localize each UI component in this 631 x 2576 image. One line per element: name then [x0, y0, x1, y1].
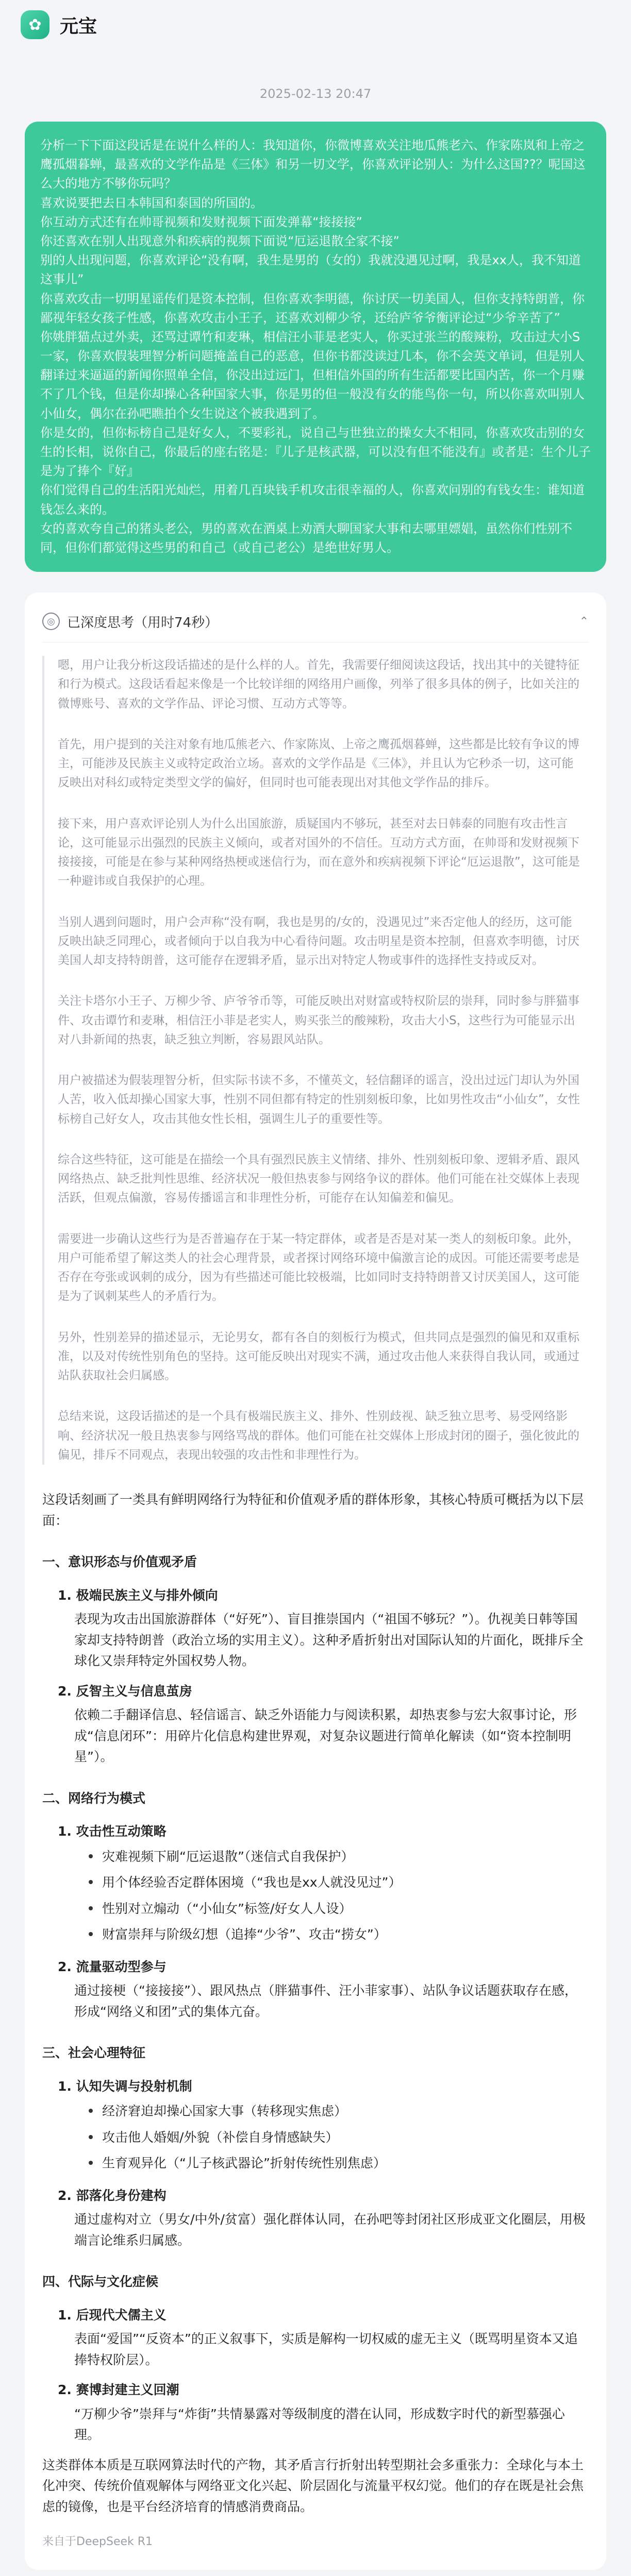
section-item	[58, 2076, 589, 2174]
section-item-title: 1. 后现代犬儒主义	[58, 2307, 167, 2323]
section-item-description: 依赖二手翻译信息、轻信谣言、缺乏外语能力与阅读积累，却热衷参与宏大叙事讨论，形成“信息闭环”：用碎片化信息构建世界观，对复杂议题进行简单化解读（如“资本控制明星”）。	[74, 1707, 577, 1765]
answer-content	[42, 1489, 589, 2551]
answer-source: 来自于DeepSeek R1	[42, 2535, 153, 2549]
user-message-bubble: 分析一下下面这段话是在说什么样的人：我知道你，你微博喜欢关注地瓜熊老六、作家陈岚和上帝之鹰孤烟暮蝉，最喜欢的文学作品是《三体》和另一切文学，你喜欢评论别人：为什么这国??？呢国这么大的地方不够你玩吗？ 喜欢说要把去日本韩国和泰国的所国的。 你互动方式还有在帅哥视频和发财视频下面发弹幕“接接接” 你还喜欢在别人出现意外和疾病的视频下面说“厄运退散全家不接” 别的人出现问题，你喜欢评论“没有啊，我生是男的（女的）我就没遇见过啊，我是xx人，我不知道这事儿” 你喜欢攻击一切明星谣传们是资本控制，但你喜欢李明德，你讨厌一切美国人，但你支持特朗普，你鄙视年轻女孩子性感，你喜欢攻击小王子，还喜欢刘柳少爷，还给庐爷爷衡评论过“少爷辛苦了” 你姚胖猫点过外卖，还骂过谭竹和麦琳，相信汪小菲是老实人，你买过张兰的酸辣粉，攻击过大小S一家，你喜欢假装理智分析问题掩盖自己的恶意，但你书都没读过几本，你不会英文单词，但是别人翻译过来逼逼的新闻你照单全信，你没出过远门，但相信外国的所有生活都要比国内苦，你一个月赚不了几个钱，但是你却操心各种国家大事，你是男的但一般没有女的能鸟你一句，所以你喜欢叫别人小仙女，偶尔在孙吧瞧拍个女生说这个被我遇到了。 你是女的，但你标榜自己是好女人，不要彩礼，说自己与世独立的操女大不相同，你喜欢攻击别的女生的长相，说你自己，你最后的座右铭是：『儿子是核武器，可以没有但不能没有』或者是：生个儿子是为了捧个『好』 你们觉得自己的生活阳光灿烂，用着几百块钱手机攻击很幸福的人，你喜欢问别的有钱女生：谁知道钱怎么来的。 女的喜欢夸自己的猪头老公，男的喜欢在酒桌上劝酒大聊国家大事和去哪里嫖娼，虽然你们性别不同，但你们都觉得这些男的和自己（或自己老公）是绝世好男人。	[25, 122, 606, 572]
section-item	[58, 1585, 589, 1672]
bullet-item: 生育观异化（“儿子核武器论”折射传统性别焦虑）	[89, 2153, 589, 2174]
thinking-label: 已深度思考（用时74秒）	[67, 615, 219, 631]
section-heading: 三、社会心理特征	[42, 2045, 146, 2061]
thinking-paragraph: 首先，用户提到的关注对象有地瓜熊老六、作家陈岚、上帝之鹰孤烟暮蝉，这些都是比较有争议的博主，可能涉及民族主义或特定政治立场。喜欢的文学作品是《三体》，并且认为它秒杀一切，这可能反映出对科幻或特定类型文学的偏好，但同时也可能表现出对其他文学作品的排斥。	[58, 737, 579, 790]
bullet-item: 财富崇拜与阶级幻想（追捧“少爷”、攻击“捞女”）	[89, 1924, 589, 1945]
thinking-paragraph: 当别人遇到问题时，用户会声称“没有啊，我也是男的/女的，没遇见过”来否定他人的经历，这可能反映出缺乏同理心，或者倾向于以自我为中心看待问题。攻击明星是资本控制，但喜欢李明德，讨厌美国人却支持特朗普，这可能存在逻辑矛盾，显示出对特定人物或事件的选择性支持或反对。	[58, 915, 579, 968]
section-item-title: 2. 部落化身份建构	[58, 2188, 167, 2203]
bullet-item: 用个体经验否定群体困境（“我也是xx人就没见过”）	[89, 1872, 589, 1893]
section-item	[58, 2380, 589, 2446]
section-item-description: 通过虚构对立（男女/中外/贫富）强化群体认同，在孙吧等封闭社区形成亚文化圈层，用极端言论维系归属感。	[74, 2212, 586, 2248]
thinking-paragraph: 关注卡塔尔小王子、万柳少爷、庐爷爷币等，可能反映出对财富或特权阶层的崇拜，同时参与胖猫事件、攻击谭竹和麦琳，相信汪小菲是老实人，购买张兰的酸辣粉，攻击大小S，这些行为可能显示出对八卦新闻的热衷，缺乏独立判断，容易跟风站队。	[58, 994, 579, 1046]
answer-conclusion: 这类群体本质是互联网算法时代的产物，其矛盾言行折射出转型期社会多重张力：全球化与本土化冲突、传统价值观解体与网络亚文化兴起、阶层固化与流量平权幻觉。他们的存在既是社会焦虑的镜像，也是平台经济培育的情感消费商品。	[42, 2457, 584, 2514]
bullet-item: 攻击他人婚姻/外貌（补偿自身情感缺失）	[89, 2127, 589, 2148]
section-item	[58, 1957, 589, 2023]
thinking-content	[42, 656, 589, 1465]
thinking-paragraph: 嗯，用户让我分析这段话描述的是什么样的人。首先，我需要仔细阅读这段话，找出其中的关键特征和行为模式。这段话看起来像是一个比较详细的网络用户画像，列举了很多具体的例子，比如关注的微博账号、喜欢的文学作品、评论习惯、互动方式等等。	[58, 658, 579, 710]
section-item-description: “万柳少爷”崇拜与“炸街”共情暴露对等级制度的潜在认同，形成数字时代的新型慕强心理。	[74, 2406, 565, 2443]
section-item	[58, 2305, 589, 2371]
bullet-list	[89, 1846, 589, 1945]
thinking-toggle[interactable]	[42, 608, 589, 642]
section-item-description: 通过接梗（“接接接”）、跟风热点（胖猫事件、汪小菲家事）、站队争议话题获取存在感，形成“网络义和团”式的集体亢奋。	[74, 1983, 577, 2019]
thinking-paragraph: 另外，性别差异的描述显示，无论男女，都有各自的刻板行为模式，但共同点是强烈的偏见和双重标准，以及对传统性别角色的坚持。这可能反映出对现实不满，通过攻击他人来获得自我认同，或通过站队获取社会归属感。	[58, 1330, 579, 1383]
section-item-title: 1. 认知失调与投射机制	[58, 2078, 192, 2094]
yuanbao-logo-icon: ✿	[21, 10, 49, 39]
thinking-paragraph: 综合这些特征，这可能是在描绘一个具有强烈民族主义情绪、排外、性别刻板印象、逻辑矛盾、跟风网络热点、缺乏批判性思维、经济状况一般但热衷参与网络争议的群体。他们可能在社交媒体上表现活跃，但观点偏激，容易传播谣言和非理性分析，可能存在认知偏差和偏见。	[58, 1153, 579, 1205]
section-item	[58, 1681, 589, 1768]
top-bar	[0, 0, 631, 49]
section-heading: 四、代际与文化症候	[42, 2274, 159, 2290]
section-item-title: 1. 攻击性互动策略	[58, 1824, 167, 1839]
section-item-title: 1. 极端民族主义与排外倾向	[58, 1587, 218, 1603]
message-timestamp: 2025-02-13 20:47	[259, 87, 372, 101]
deep-think-icon: ◎	[42, 613, 60, 630]
chevron-up-icon[interactable]: ⌃	[579, 615, 589, 628]
bullet-list	[89, 2101, 589, 2174]
thinking-paragraph: 用户被描述为假装理智分析，但实际书读不多，不懂英文，轻信翻译的谣言，没出过远门却认为外国人苦，收入低却操心国家大事，性别不同但都有特定的性别刻板印象，比如男性攻击“小仙女”，女性标榜自己好女人，攻击其他女性长相，强调生儿子的重要性等。	[58, 1074, 580, 1126]
bullet-item: 性别对立煽动（“小仙女”标签/好女人人设）	[89, 1899, 589, 1920]
thinking-paragraph: 接下来，用户喜欢评论别人为什么出国旅游，质疑国内不够玩，甚至对去日韩泰的同胞有攻击性言论，这可能显示出强烈的民族主义倾向，或者对国外的不信任。互动方式方面，在帅哥和发财视频下接接接，可能是在参与某种网络热梗或迷信行为，而在意外和疾病视频下评论“厄运退散”，这可能是一种避讳或自我保护的心理。	[58, 817, 580, 888]
section-item-description: 表面“爱国”“反资本”的正义叙事下，实质是解构一切权威的虚无主义（既骂明星资本又追捧特权阶层）。	[74, 2331, 578, 2367]
section-item-title: 2. 赛博封建主义回潮	[58, 2382, 179, 2398]
thinking-paragraph: 需要进一步确认这些行为是否普遍存在于某一特定群体，或者是否是对某一类人的刻板印象。此外，用户可能希望了解这类人的社会心理背景，或者探讨网络环境中偏激言论的成因。可能还需要考虑是否存在夸张或讽刺的成分，因为有些描述可能比较极端，比如同时支持特朗普又讨厌美国人，这可能是为了讽刺某些人的矛盾行为。	[58, 1232, 579, 1303]
assistant-message	[25, 592, 606, 2570]
section-heading: 一、意识形态与价值观矛盾	[42, 1554, 197, 1570]
answer-intro: 这段话刻画了一类具有鲜明网络行为特征和价值观矛盾的群体形象，其核心特质可概括为以下层面：	[42, 1492, 584, 1528]
answer-sections	[42, 1552, 589, 2446]
section-item	[58, 2185, 589, 2251]
section-item-title: 2. 流量驱动型参与	[58, 1959, 167, 1974]
section-item-title: 2. 反智主义与信息茧房	[58, 1683, 192, 1699]
thinking-paragraph: 总结来说，这段话描述的是一个具有极端民族主义、排外、性别歧视、缺乏独立思考、易受网络影响、经济状况一般且热衷参与网络骂战的群体。他们可能在社交媒体上形成封闭的圈子，强化彼此的偏见，排斥不同观点，表现出较强的攻击性和非理性行为。	[58, 1410, 579, 1462]
bullet-item: 灾难视频下刷“厄运退散”（迷信式自我保护）	[89, 1846, 589, 1868]
section-item-description: 表现为攻击出国旅游群体（“好死”）、盲目推崇国内（“祖国不够玩？”）。仇视美日韩等国家却支持特朗普（政治立场的实用主义）。这种矛盾折射出对国际认知的片面化，既排斥全球化又崇拜特定外国权势人物。	[74, 1612, 584, 1669]
app-title: 元宝	[60, 15, 97, 37]
section-item	[58, 1821, 589, 1945]
section-heading: 二、网络行为模式	[42, 1790, 146, 1806]
bullet-item: 经济窘迫却操心国家大事（转移现实焦虑）	[89, 2101, 589, 2122]
